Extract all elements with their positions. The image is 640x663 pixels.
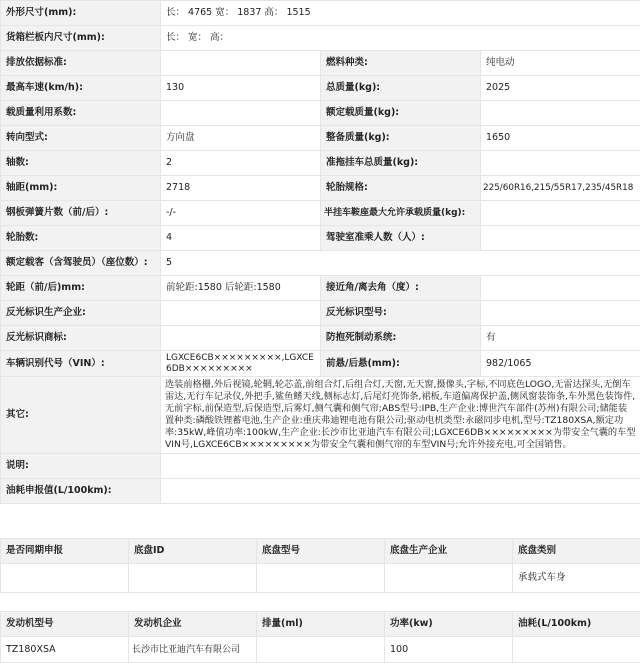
- table-row: [1, 51, 640, 76]
- spec-label: 反光标识型号:: [321, 301, 481, 326]
- column-header: 底盘型号: [257, 539, 385, 564]
- spec-label: 货箱栏板内尺寸(mm):: [1, 26, 161, 51]
- table-row: [1, 151, 640, 176]
- column-header: 是否同期申报: [1, 539, 129, 564]
- table-row: [1, 251, 640, 276]
- spec-label: 反光标识生产企业:: [1, 301, 161, 326]
- spec-value: [481, 201, 640, 226]
- table-header-row: [1, 612, 640, 637]
- spec-value: [481, 301, 640, 326]
- spec-value: 982/1065: [481, 351, 640, 377]
- spec-label: 轮胎数:: [1, 226, 161, 251]
- spec-value: 有: [481, 326, 640, 351]
- table-row: [1, 479, 640, 504]
- table-cell: [129, 564, 257, 593]
- vin-value: LGXCE6CB×××××××××,LGXCE6DB×××××××××: [161, 351, 321, 377]
- spec-value: [161, 51, 321, 76]
- spec-value: 2: [161, 151, 321, 176]
- engine-table: [0, 611, 640, 663]
- spec-value: 130: [161, 76, 321, 101]
- spec-value: [161, 301, 321, 326]
- spec-value: 方向盘: [161, 126, 321, 151]
- column-header: 底盘类别: [513, 539, 640, 564]
- table-row: [1, 201, 640, 226]
- spec-label: 排放依据标准:: [1, 51, 161, 76]
- column-header: 底盘ID: [129, 539, 257, 564]
- chassis-table: [0, 538, 640, 593]
- spec-label: 前悬/后悬(mm):: [321, 351, 481, 377]
- spec-value: [161, 479, 640, 504]
- table-row: [1, 126, 640, 151]
- table-header-row: [1, 539, 640, 564]
- spec-label: 整备质量(kg):: [321, 126, 481, 151]
- spec-value: 5: [161, 251, 640, 276]
- spec-label: 反光标识商标:: [1, 326, 161, 351]
- other-remarks: 选装前格栅,外后视镜,轮辋,轮芯盖,前组合灯,后组合灯,天窗,无天窗,摄像头,字标,不同底色LOGO,无雷达探头,无倒车雷达,无行车记录仪,外把手,鲨鱼鳍天线,侧标志灯,后尾灯亮饰条,裙板,车道偏离保护盖,侧风窗装饰条,车外黑色装饰件,无前字标,前保造型,后保造型,后雾灯,侧气囊和侧气帘;ABS型号:IPB,生产企业:博世汽车部件(苏州)有限公司;储能装置种类:磷酸铁锂蓄电池,生产企业:重庆弗迪锂电池有限公司;驱动电机类型:永磁同步电机,型号:TZ180XSA,额定功率:35kW,峰值功率:100kW,生产企业:长沙市比亚迪汽车有限公司;LGXCE6DB×××××××××为带安全气囊的车型VIN号,LGXCE6CB×××××××××为带安全气囊和侧气帘的车型VIN号;允许外接充电,可全国销售。: [161, 377, 640, 454]
- table-row: [1, 637, 640, 663]
- spec-value: 2025: [481, 76, 640, 101]
- spec-value: [161, 101, 321, 126]
- table-row: [1, 226, 640, 251]
- spec-label: 防抱死制动系统:: [321, 326, 481, 351]
- spec-label: 额定载客（含驾驶员）（座位数）:: [1, 251, 161, 276]
- spec-label: 油耗申报值(L/100km):: [1, 479, 161, 504]
- table-cell: 100: [385, 637, 513, 663]
- spec-label: 载质量利用系数:: [1, 101, 161, 126]
- spec-label: 转向型式:: [1, 126, 161, 151]
- spec-value: 4: [161, 226, 321, 251]
- spec-value: [481, 101, 640, 126]
- spec-value: 225/60R16,215/55R17,235/45R18: [481, 176, 640, 201]
- spec-value: 2718: [161, 176, 321, 201]
- table-cell: [1, 564, 129, 593]
- table-row: [1, 1, 640, 26]
- spec-label: 轴距(mm):: [1, 176, 161, 201]
- column-header: 油耗(L/100km): [513, 612, 640, 637]
- spec-label: 总质量(kg):: [321, 76, 481, 101]
- spec-value: 长： 宽： 高：: [161, 26, 640, 51]
- spec-label: 最高车速(km/h):: [1, 76, 161, 101]
- table-cell: [257, 564, 385, 593]
- table-row: [1, 76, 640, 101]
- table-row: [1, 377, 640, 454]
- table-row: [1, 176, 640, 201]
- table-cell: [385, 564, 513, 593]
- spec-label: 半挂车鞍座最大允许承载质量(kg):: [321, 201, 481, 226]
- spec-label: 燃料种类:: [321, 51, 481, 76]
- spec-value: [481, 151, 640, 176]
- table-cell: [513, 637, 640, 663]
- table-row: [1, 276, 640, 301]
- table-row: [1, 454, 640, 479]
- spec-value: -/-: [161, 201, 321, 226]
- spec-label: 轴数:: [1, 151, 161, 176]
- spec-label: 其它:: [1, 377, 161, 454]
- column-header: 底盘生产企业: [385, 539, 513, 564]
- spec-label: 轮距（前/后)mm:: [1, 276, 161, 301]
- spec-label: 额定载质量(kg):: [321, 101, 481, 126]
- table-row: [1, 351, 640, 377]
- spec-label: 外形尺寸(mm):: [1, 1, 161, 26]
- spec-value: [481, 226, 640, 251]
- spec-label: 轮胎规格:: [321, 176, 481, 201]
- column-header: 功率(kw): [385, 612, 513, 637]
- table-row: [1, 101, 640, 126]
- table-row: [1, 326, 640, 351]
- table-row: [1, 564, 640, 593]
- spec-value: 1650: [481, 126, 640, 151]
- table-cell: 长沙市比亚迪汽车有限公司: [129, 637, 257, 663]
- spec-label: 准拖挂车总质量(kg):: [321, 151, 481, 176]
- table-cell: TZ180XSA: [1, 637, 129, 663]
- spec-label: 接近角/离去角（度）:: [321, 276, 481, 301]
- spec-value: [481, 276, 640, 301]
- table-cell: [257, 637, 385, 663]
- spec-label: 说明:: [1, 454, 161, 479]
- table-cell: 承载式车身: [513, 564, 640, 593]
- spec-label: 驾驶室准乘人数（人）:: [321, 226, 481, 251]
- spec-value: 前轮距:1580 后轮距:1580: [161, 276, 321, 301]
- table-row: [1, 26, 640, 51]
- spec-label: 钢板弹簧片数（前/后）:: [1, 201, 161, 226]
- column-header: 发动机企业: [129, 612, 257, 637]
- spec-value: 长： 4765 宽： 1837 高： 1515: [161, 1, 640, 26]
- spec-label: 车辆识别代号（VIN）:: [1, 351, 161, 377]
- table-row: [1, 301, 640, 326]
- spec-value: [161, 326, 321, 351]
- spec-value: 纯电动: [481, 51, 640, 76]
- column-header: 发动机型号: [1, 612, 129, 637]
- spec-value: [161, 454, 640, 479]
- column-header: 排量(ml): [257, 612, 385, 637]
